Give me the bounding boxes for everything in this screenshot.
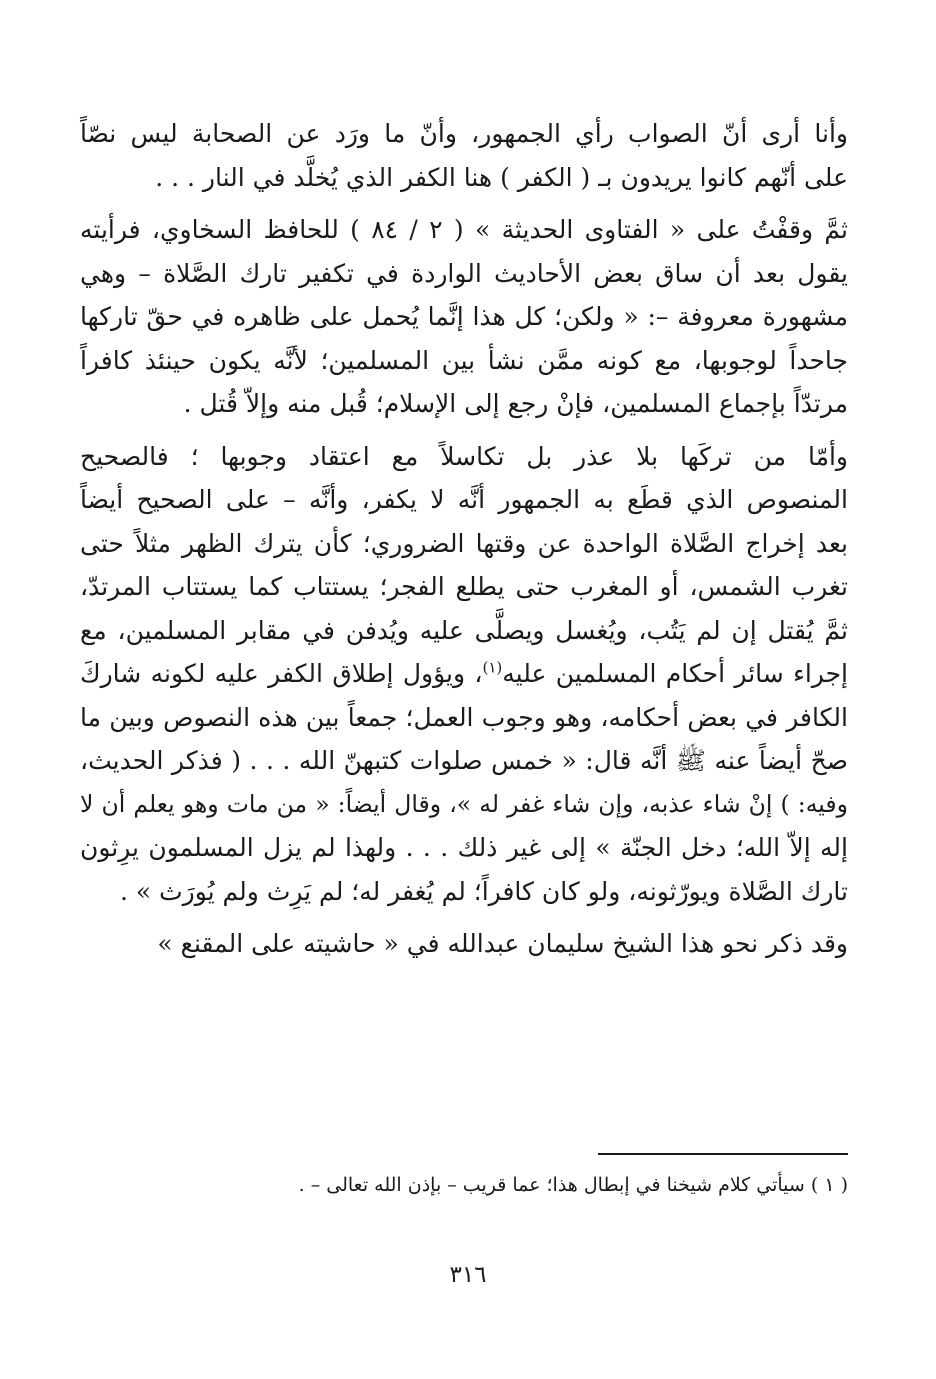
text-line: وأمّا من تركَها بلا عذر بل تكاسلاً مع اعتقاد وجوبها ؛ فالصحيح xyxy=(80,441,848,471)
text-line: وفيه: ) إنْ شاء عذبه، وإن شاء غفر له »، وقال أيضاً: « من مات وهو يعلم أن لا xyxy=(80,789,848,818)
paragraph-1 xyxy=(80,112,848,199)
text-line: مرتدّاً بإجماع المسلمين، فإنْ رجع إلى الإسلام؛ قُبل منه وإلاّ قُتل . xyxy=(183,389,848,418)
paragraph-4 xyxy=(80,922,848,966)
text-line: المنصوص الذي قطَع به الجمهور أنَّه لا يكفر، وأنَّه – على الصحيح أيضاً xyxy=(80,485,848,514)
paragraph-3 xyxy=(80,435,848,914)
text-line: الكافر في بعض أحكامه، وهو وجوب العمل؛ جمعاً بين هذه النصوص وبين ما xyxy=(80,702,848,732)
paragraph-2 xyxy=(80,208,848,426)
text-line: مشهورة معروفة –: « ولكن؛ كل هذا إنَّما يُحمل على ظاهره في حقّ تاركها xyxy=(80,302,848,331)
text-line: إله إلاّ الله؛ دخل الجنّة » إلى غير ذلك . . . ولهذا لم يزل المسلمون يرِثون xyxy=(80,833,848,862)
text-line: ثمَّ يُقتل إن لم يَتُب، ويُغسل ويصلَّى عليه ويُدفن في مقابر المسلمين، مع xyxy=(80,615,848,645)
footnote: ( ١ ) سيأتي كلام شيخنا في إبطال هذا؛ عما قريب – بإذن الله تعالى – . xyxy=(298,1174,848,1196)
text-segment: إجراء سائر أحكام المسلمين عليه xyxy=(502,659,848,688)
text-line: ثمَّ وقفْتُ على « الفتاوى الحديثة » ( ٢ / ٨٤ ) للحافظ السخاوي، فرأيته xyxy=(80,215,848,244)
text-line: صحّ أيضاً عنه ﷺ أنَّه قال: « خمس صلوات كتبهنّ الله . . . ( فذكر الحديث، xyxy=(80,746,848,775)
text-line-with-footnote xyxy=(80,652,848,696)
text-line: تغرب الشمس، أو المغرب حتى يطلع الفجر؛ يستتاب كما يستتاب المرتدّ، xyxy=(80,572,848,601)
text-line: وأنا أرى أنّ الصواب رأي الجمهور، وأنّ ما ورَد عن الصحابة ليس نصّاً xyxy=(80,119,848,148)
text-line: وقد ذكر نحو هذا الشيخ سليمان عبدالله في « حاشيته على المقنع » xyxy=(157,929,848,958)
footnote-marker[interactable]: (١) xyxy=(482,658,503,677)
text-segment: ، ويؤول إطلاق الكفر عليه لكونه شاركَ xyxy=(80,659,483,688)
text-line: جاحداً لوجوبها، مع كونه ممَّن نشأ بين المسلمين؛ لأنَّه يكون حينئذ كافراً xyxy=(80,345,848,375)
footnote-separator xyxy=(598,1153,848,1155)
page-number: ٣١٦ xyxy=(449,1262,487,1288)
text-line: على أنّهم كانوا يريدون بـ ( الكفر ) هنا الكفر الذي يُخلَّد في النار . . . xyxy=(155,162,848,192)
text-line: يقول بعد أن ساق بعض الأحاديث الواردة في تكفير تارك الصَّلاة – وهي xyxy=(80,258,848,288)
text-line: بعد إخراج الصَّلاة الواحدة عن وقتها الضروري؛ كأن يترك الظهر مثلاً حتى xyxy=(80,528,848,558)
page-body xyxy=(80,112,848,975)
text-line: تارك الصَّلاة ويورّثونه، ولو كان كافراً؛ لم يُغفر له؛ لم يَرِث ولم يُورَث » . xyxy=(119,876,848,906)
